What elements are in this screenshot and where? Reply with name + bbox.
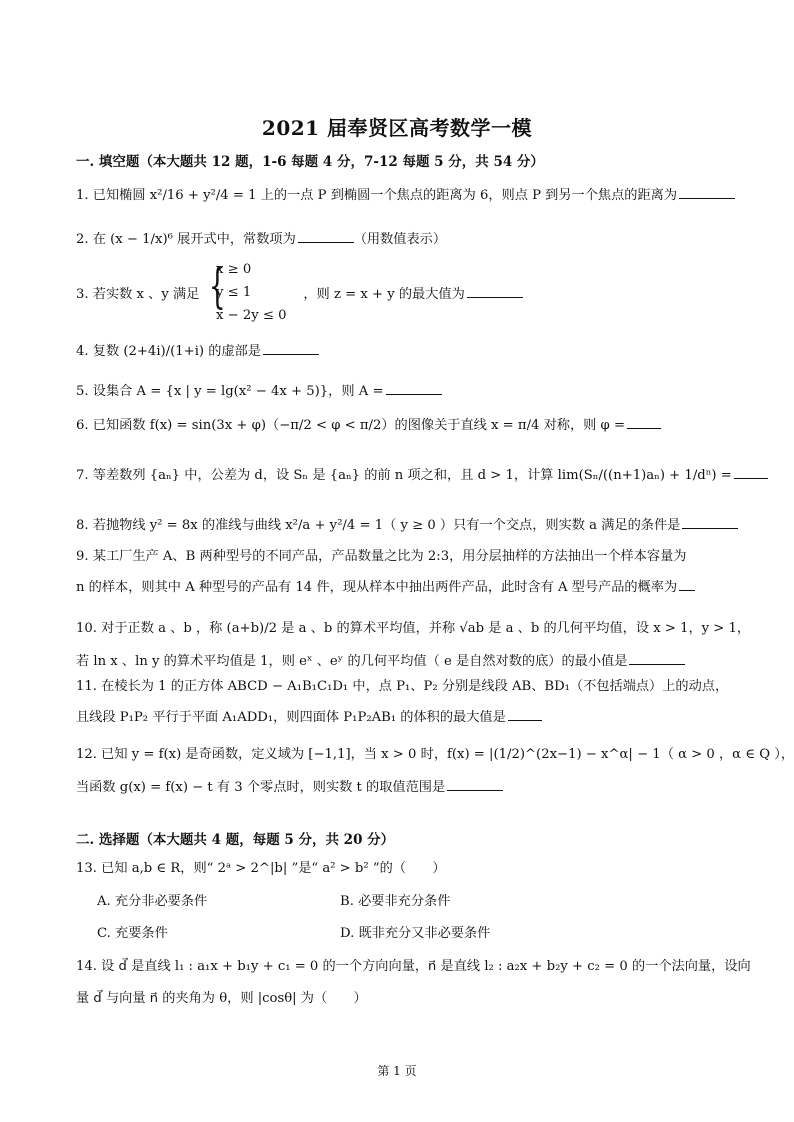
question-1-text: 1. 已知椭圆 x²/16 + y²/4 = 1 上的一点 P 到椭圆一个焦点的距离为 6，则点 P 到另一个焦点的距离为 xyxy=(76,188,678,203)
question-9-text: n 的样本，则其中 A 种型号的产品有 14 件，现从样本中抽出两件产品，此时含有 A 型号产品的概率为 xyxy=(76,580,678,595)
answer-blank xyxy=(679,578,695,591)
answer-blank xyxy=(682,516,738,529)
section-fill-in-header: 一. 填空题（本大题共 12 题，1-6 每题 4 分，7-12 每题 5 分，共 54 分） xyxy=(76,154,544,170)
answer-blank xyxy=(734,466,768,479)
question-13: 13. 已知 a,b ∈ R，则“ 2ᵃ > 2^|b| ”是“ a² > b² ”的（ ） xyxy=(76,861,446,876)
question-8 xyxy=(76,516,726,535)
answer-blank xyxy=(467,285,523,298)
question-7-text: 7. 等差数列 {aₙ} 中，公差为 d，设 Sₙ 是 {aₙ} 的前 n 项之和，且 d > 1，计算 lim(Sₙ/((n+1)aₙ) + 1/dⁿ) = xyxy=(76,468,732,483)
question-10-line-2 xyxy=(76,652,726,671)
question-14-line-1: 14. 设 d⃗ 是直线 l₁ : a₁x + b₁y + c₁ = 0 的一个方向向量，n⃗ 是直线 l₂ : a₂x + b₂y + c₂ = 0 的一个法向量，设向 xyxy=(76,959,751,974)
question-10-text: 若 ln x 、ln y 的算术平均值是 1，则 eˣ 、eʸ 的几何平均值（ e 是自然对数的底）的最小值是 xyxy=(76,654,628,669)
question-8-text: 8. 若抛物线 y² = 8x 的准线与曲线 x²/a + y²/4 = 1（ y ≥ 0 ）只有一个交点，则实数 a 满足的条件是 xyxy=(76,518,681,533)
question-10-line-1: 10. 对于正数 a 、b ，称 (a+b)/2 是 a 、b 的算术平均值，并称 √ab 是 a 、b 的几何平均值，设 x > 1，y > 1， xyxy=(76,621,751,636)
question-3-text: ，则 z = x + y 的最大值为 xyxy=(303,287,465,302)
question-6-text: 6. 已知函数 f(x) = sin(3x + φ)（−π/2 < φ < π/2）的图像关于直线 x = π/4 对称，则 φ = xyxy=(76,418,626,433)
answer-blank xyxy=(627,416,661,429)
question-9-line-1: 9. 某工厂生产 A、B 两种型号的不同产品，产品数量之比为 2:3，用分层抽样的方法抽出一个样本容量为 xyxy=(76,549,687,564)
answer-blank xyxy=(629,652,685,665)
question-6 xyxy=(76,416,726,435)
question-14-line-2: 量 d⃗ 与向量 n⃗ 的夹角为 θ，则 |cosθ| 为（ ） xyxy=(76,991,367,1006)
answer-blank xyxy=(263,342,319,355)
question-12-line-2 xyxy=(76,778,726,797)
answer-blank xyxy=(386,382,442,395)
constraint-1: x ≥ 0 xyxy=(216,262,252,277)
question-2-note: （用数值表示） xyxy=(353,232,447,247)
question-5-text: 5. 设集合 A = {x | y = lg(x² − 4x + 5)}，则 A = xyxy=(76,384,384,399)
question-3 xyxy=(76,285,726,304)
question-5 xyxy=(76,382,726,401)
section-choice-header: 二. 选择题（本大题共 4 题，每题 5 分，共 20 分） xyxy=(76,832,395,848)
question-7 xyxy=(76,466,732,485)
question-12-line-1: 12. 已知 y = f(x) 是奇函数，定义域为 [−1,1]，当 x > 0 时，f(x) = |(1/2)^(2x−1) − x^α| − 1（ α > 0 ，α ∈ Q ）， xyxy=(76,747,794,762)
question-9-line-2 xyxy=(76,578,726,597)
question-12-text: 当函数 g(x) = f(x) − t 有 3 个零点时，则实数 t 的取值范围是 xyxy=(76,780,446,795)
question-4 xyxy=(76,342,726,361)
question-11-line-1: 11. 在棱长为 1 的正方体 ABCD − A₁B₁C₁D₁ 中，点 P₁、P₂ 分别是线段 AB、BD₁（不包括端点）上的动点， xyxy=(76,679,729,694)
question-11-line-2 xyxy=(76,708,726,727)
question-4-text: 4. 复数 (2+4i)/(1+i) 的虚部是 xyxy=(76,344,262,359)
constraint-2: y ≤ 1 xyxy=(216,285,252,300)
option-b: B. 必要非充分条件 xyxy=(340,894,451,909)
question-3-intro: 3. 若实数 x 、y 满足 xyxy=(76,287,200,302)
question-1 xyxy=(76,186,726,205)
page-number: 第 1 页 xyxy=(377,1064,417,1078)
system-brace: { xyxy=(208,258,226,314)
answer-blank xyxy=(679,186,735,199)
option-a: A. 充分非必要条件 xyxy=(97,894,208,909)
constraint-3: x − 2y ≤ 0 xyxy=(216,308,287,323)
option-d: D. 既非充分又非必要条件 xyxy=(340,926,491,941)
question-2 xyxy=(76,230,726,249)
question-11-text: 且线段 P₁P₂ 平行于平面 A₁ADD₁，则四面体 P₁P₂AB₁ 的体积的最大值是 xyxy=(76,710,506,725)
option-c: C. 充要条件 xyxy=(97,926,168,941)
page-title: 2021 届奉贤区高考数学一模 xyxy=(261,116,533,140)
answer-blank xyxy=(298,230,354,243)
answer-blank xyxy=(508,708,542,721)
question-2-text: 2. 在 (x − 1/x)⁶ 展开式中，常数项为 xyxy=(76,232,296,247)
answer-blank xyxy=(447,778,503,791)
